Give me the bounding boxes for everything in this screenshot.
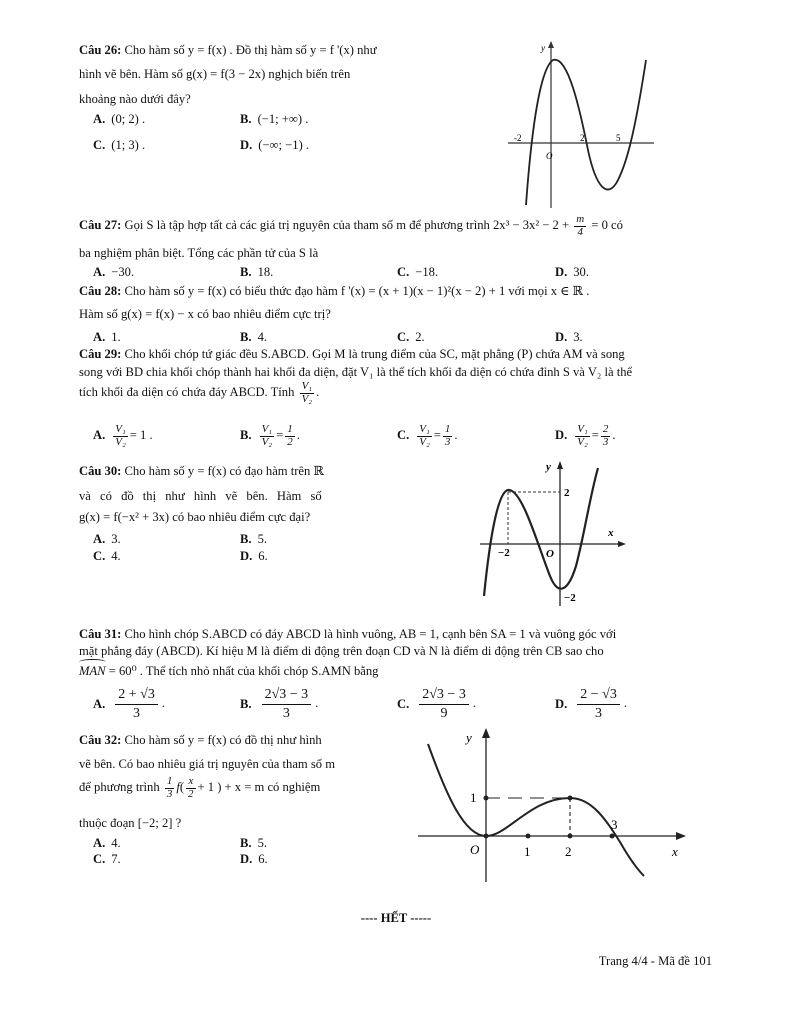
q26-option-d[interactable]: D. (−∞; −1) . [240, 138, 310, 152]
q26-option-a[interactable]: A. (0; 2) . [93, 112, 146, 126]
q29-text3: tích khối đa diện có chứa đáy ABCD. Tính [79, 384, 295, 399]
q29-line1 [79, 345, 625, 364]
q31-line3 [79, 662, 378, 681]
q26-graph-tick-m2: -2 [514, 133, 522, 143]
q31-text1: Cho hình chóp S.ABCD có đáy ABCD là hình vuông, AB = 1, cạnh bên SA = 1 và vuông góc với [124, 627, 617, 641]
q30-option-b[interactable]: B. 5. [240, 532, 268, 546]
q32-option-c[interactable]: C. 7. [93, 852, 121, 866]
q29-ratio-fraction: $\frac{\text{V₁}}{\text{V₂}}$ [301, 380, 313, 405]
q30-graph-y-tick-m2: −2 [564, 592, 576, 604]
q26-label: Câu 26: [79, 43, 122, 57]
q31-option-c[interactable]: C. $\frac{2√3 - 3}{9}$ . [397, 687, 476, 721]
q26-option-c[interactable]: C. (1; 3) . [93, 138, 146, 152]
q32-arg-fraction: $\frac{x}{2}$ [188, 775, 194, 800]
q30-option-c[interactable]: C. 4. [93, 549, 121, 563]
q28-label: Câu 28: [79, 284, 122, 298]
q29-line3: tích khối đa diện có chứa đáy ABCD. Tính $\frac{\text{V₁}}{\text{V₂}}$ . [79, 380, 320, 405]
q28-option-a[interactable]: A. 1. [93, 330, 121, 344]
q31-text3: = 60⁰ . Thể tích nhỏ nhất của khối chóp S.AMN bằng [105, 664, 379, 678]
q26-graph-y-label: y [541, 43, 545, 53]
q31-angle-arc [79, 659, 106, 665]
q30-label: Câu 30: [79, 464, 122, 478]
q30-text1: Cho hàm số y = f(x) có đạo hàm trên ℝ [124, 464, 324, 478]
q27-option-c[interactable]: C. −18. [397, 265, 439, 279]
q27-line1 [79, 214, 623, 238]
q32-text3a: để phương trình [79, 779, 160, 794]
q29-text1: Cho khối chóp tứ giác đều S.ABCD. Gọi M là trung điểm của SC, mặt phẳng (P) chứa AM và song [124, 347, 625, 361]
q26-option-b[interactable]: B. (−1; +∞) . [240, 112, 309, 126]
q28-line2: Hàm số g(x) = f(x) − x có bao nhiêu điểm cực trị? [79, 307, 331, 321]
q31-option-b[interactable]: B. $\frac{2√3 - 3}{3}$ . [240, 687, 319, 721]
q29-label: Câu 29: [79, 347, 122, 361]
q26-graph-origin: O [546, 151, 553, 161]
q31-line2: mặt phẳng đáy (ABCD). Kí hiệu M là điểm di động trên đoạn CD và N là điểm di động trên CB sao cho [79, 644, 604, 658]
q32-graph [410, 724, 690, 884]
q30-graph-x-tick-m2: −2 [498, 547, 510, 559]
q31-label: Câu 31: [79, 627, 122, 641]
q30-option-d[interactable]: D. 6. [240, 549, 268, 563]
q27-text1b: = 0 có [591, 217, 623, 232]
q29-option-a[interactable]: A. $\frac{\text{V₁}}{\text{V₂}}$ = 1 . [93, 423, 153, 448]
q32-graph-x-label: x [672, 844, 678, 859]
q32-line3: để phương trình $\frac{1}{3}$ f( $\frac{x}{2}$ + 1 ) + x = m có nghiệm [79, 775, 321, 800]
q32-option-d[interactable]: D. 6. [240, 852, 268, 866]
q31-angle: MAN [79, 662, 106, 681]
q27-line2: ba nghiệm phân biệt. Tổng các phần tử của S là [79, 246, 319, 260]
q32-graph-x-tick-2: 2 [565, 844, 572, 859]
page-number: Trang 4/4 - Mã đề 101 [598, 954, 712, 968]
q28-text1: Cho hàm số y = f(x) có biểu thức đạo hàm f '(x) = (x + 1)(x − 1)²(x − 2) + 1 với mọi x ∈ ℝ . [124, 284, 590, 298]
q26-line1 [79, 41, 377, 60]
q32-line2: vẽ bên. Có bao nhiêu giá trị nguyên của tham số m [79, 757, 336, 771]
q28-option-c[interactable]: C. 2. [397, 330, 425, 344]
q30-graph-y-label: y [546, 461, 551, 473]
q32-coef-fraction: $\frac{1}{3}$ [166, 775, 173, 800]
q32-graph-origin: O [470, 842, 480, 857]
q32-option-a[interactable]: A. 4. [93, 836, 121, 850]
q32-text3b: + 1 ) + x = m có nghiệm [197, 779, 321, 794]
q29-option-b[interactable]: B. $\frac{\text{V₁}}{\text{V₂}}$ = $\frac{1}{2}$ . [240, 423, 300, 448]
q30-graph-y-tick-2: 2 [564, 487, 570, 499]
q30-line2: và có đồ thị như hình vẽ bên. Hàm số [79, 489, 322, 503]
q32-graph-x-tick-3: 3 [611, 817, 618, 832]
q30-line1 [79, 462, 324, 481]
q32-graph-x-tick-1: 1 [524, 844, 531, 859]
q32-label: Câu 32: [79, 733, 122, 747]
q26-text1: Cho hàm số y = f(x) . Đồ thị hàm số y = f '(x) như [124, 43, 377, 57]
q30-line3: g(x) = f(−x² + 3x) có bao nhiêu điểm cực đại? [79, 510, 311, 524]
q32-option-b[interactable]: B. 5. [240, 836, 268, 850]
q30-graph [478, 456, 628, 608]
q28-option-b[interactable]: B. 4. [240, 330, 268, 344]
q32-graph-y-tick-1: 1 [470, 790, 477, 805]
q32-line1 [79, 731, 322, 750]
q32-text1: Cho hàm số y = f(x) có đồ thị như hình [124, 733, 322, 747]
q26-line2: hình vẽ bên. Hàm số g(x) = f(3 − 2x) nghịch biến trên [79, 67, 351, 81]
q28-option-d[interactable]: D. 3. [555, 330, 583, 344]
q28-line1 [79, 282, 589, 301]
q27-option-a[interactable]: A. −30. [93, 265, 135, 279]
q29-option-c[interactable]: C. $\frac{\text{V₁}}{\text{V₂}}$ = $\frac{1}{3}$ . [397, 423, 458, 448]
q26-graph-tick-2: 2 [580, 133, 585, 143]
q30-option-a[interactable]: A. 3. [93, 532, 121, 546]
q27-option-b[interactable]: B. 18. [240, 265, 274, 279]
q27-label: Câu 27: [79, 217, 122, 232]
q26-graph [508, 40, 658, 208]
q29-option-d[interactable]: D. $\frac{\text{V₁}}{\text{V₂}}$ = $\frac{2}{3}$ . [555, 423, 616, 448]
q26-graph-tick-5: 5 [616, 133, 621, 143]
q29-line2: song với BD chia khối chóp thành hai khối đa diện, đặt V₁ là thể tích khối đa diện có chứa đỉnh S và V₂ là thể [79, 365, 633, 379]
q26-line3: khoảng nào dưới đây? [79, 92, 191, 106]
q27-text1: Gọi S là tập hợp tất cả các giá trị nguyên của tham số m để phương trình 2x³ − 3x² − 2 + [124, 217, 570, 232]
q30-graph-origin: O [546, 548, 554, 560]
q32-graph-y-label: y [466, 730, 472, 745]
q27-option-d[interactable]: D. 30. [555, 265, 589, 279]
end-marker: ---- HẾT ----- [360, 911, 432, 925]
q30-graph-x-label: x [608, 527, 614, 539]
q27-fraction: $\frac{m}{4}$ [576, 213, 585, 238]
q31-option-a[interactable]: A. $\frac{2 + √3}{3}$ . [93, 687, 165, 721]
q32-line4: thuộc đoạn [−2; 2] ? [79, 816, 182, 830]
q31-option-d[interactable]: D. $\frac{2 - √3}{3}$ . [555, 687, 627, 721]
